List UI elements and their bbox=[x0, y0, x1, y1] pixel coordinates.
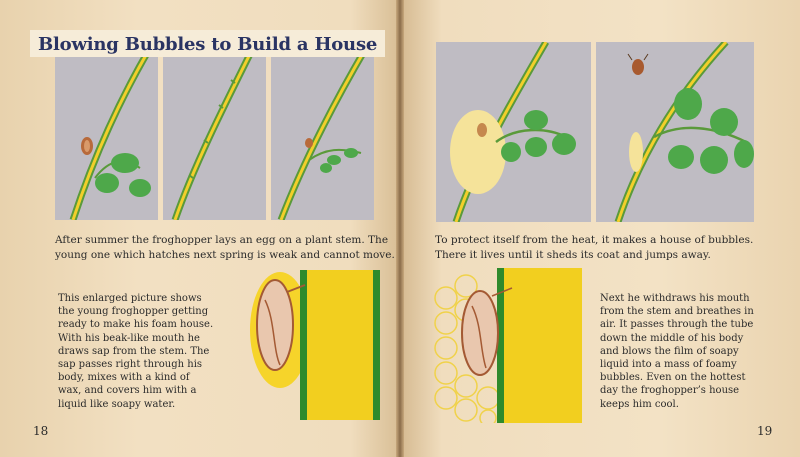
left-body-line: the young froghopper getting bbox=[58, 306, 209, 318]
right-body-line: day the froghopper’s house bbox=[600, 385, 740, 397]
panel-egg-on-stem bbox=[163, 48, 266, 220]
stem-with-adult-icon bbox=[55, 48, 158, 220]
stem-with-young-icon bbox=[271, 48, 374, 220]
right-caption-line-1: To protect itself from the heat, it makes a house of bubbles. bbox=[435, 234, 754, 246]
panel-adult-leaves bbox=[596, 42, 754, 222]
left-body-line: sap passes right through his bbox=[58, 359, 203, 371]
left-body-line: body, mixes with a kind of bbox=[58, 372, 190, 384]
left-page-number: 18 bbox=[33, 424, 49, 438]
panel-foam-house bbox=[436, 42, 591, 222]
stem-with-flying-adult-icon bbox=[596, 42, 754, 222]
froghopper-sap-illustration bbox=[245, 270, 380, 420]
panel-young-hatched bbox=[271, 48, 374, 220]
left-body-line: draws sap from the stem. The bbox=[58, 345, 210, 357]
right-body-line: Next he withdraws his mouth bbox=[600, 293, 750, 304]
left-body-line: liquid like soapy water. bbox=[58, 398, 176, 410]
left-body-text bbox=[58, 292, 238, 411]
right-body-line: liquid into a mass of foamy bbox=[600, 359, 737, 371]
left-body-line: wax, and covers him with a bbox=[58, 385, 197, 397]
right-body-line: keeps him cool. bbox=[600, 398, 679, 410]
right-body-text bbox=[600, 292, 785, 411]
panel-egg-laying bbox=[55, 48, 158, 220]
right-body-line: from the stem and breathes in bbox=[600, 306, 754, 318]
left-caption bbox=[55, 233, 395, 263]
right-body-line: air. It passes through the tube bbox=[600, 319, 754, 331]
left-body-line: This enlarged picture shows bbox=[58, 293, 202, 304]
right-body-line: bubbles. Even on the hottest bbox=[600, 372, 746, 384]
right-page-number: 19 bbox=[757, 424, 773, 438]
stem-with-foam-icon bbox=[436, 42, 591, 222]
left-caption-line-2: young one which hatches next spring is weak and cannot move. bbox=[55, 249, 395, 261]
right-caption bbox=[435, 233, 775, 263]
right-body-line: and blows the film of soapy bbox=[600, 345, 739, 357]
left-caption-line-1: After summer the froghopper lays an egg on a plant stem. The bbox=[55, 234, 389, 246]
froghopper-foam-illustration bbox=[432, 268, 582, 423]
page-title: Blowing Bubbles to Build a House bbox=[30, 30, 385, 57]
right-body-line: down the middle of his body bbox=[600, 332, 744, 344]
plain-stem-icon bbox=[163, 48, 266, 220]
right-caption-line-2: There it lives until it sheds its coat and jumps away. bbox=[435, 249, 711, 261]
foam-bubbles-icon bbox=[432, 268, 582, 423]
book-gutter bbox=[396, 0, 404, 457]
froghopper-insect-icon bbox=[245, 270, 380, 420]
left-body-line: With his beak-like mouth he bbox=[58, 332, 200, 344]
left-body-line: ready to make his foam house. bbox=[58, 319, 214, 331]
